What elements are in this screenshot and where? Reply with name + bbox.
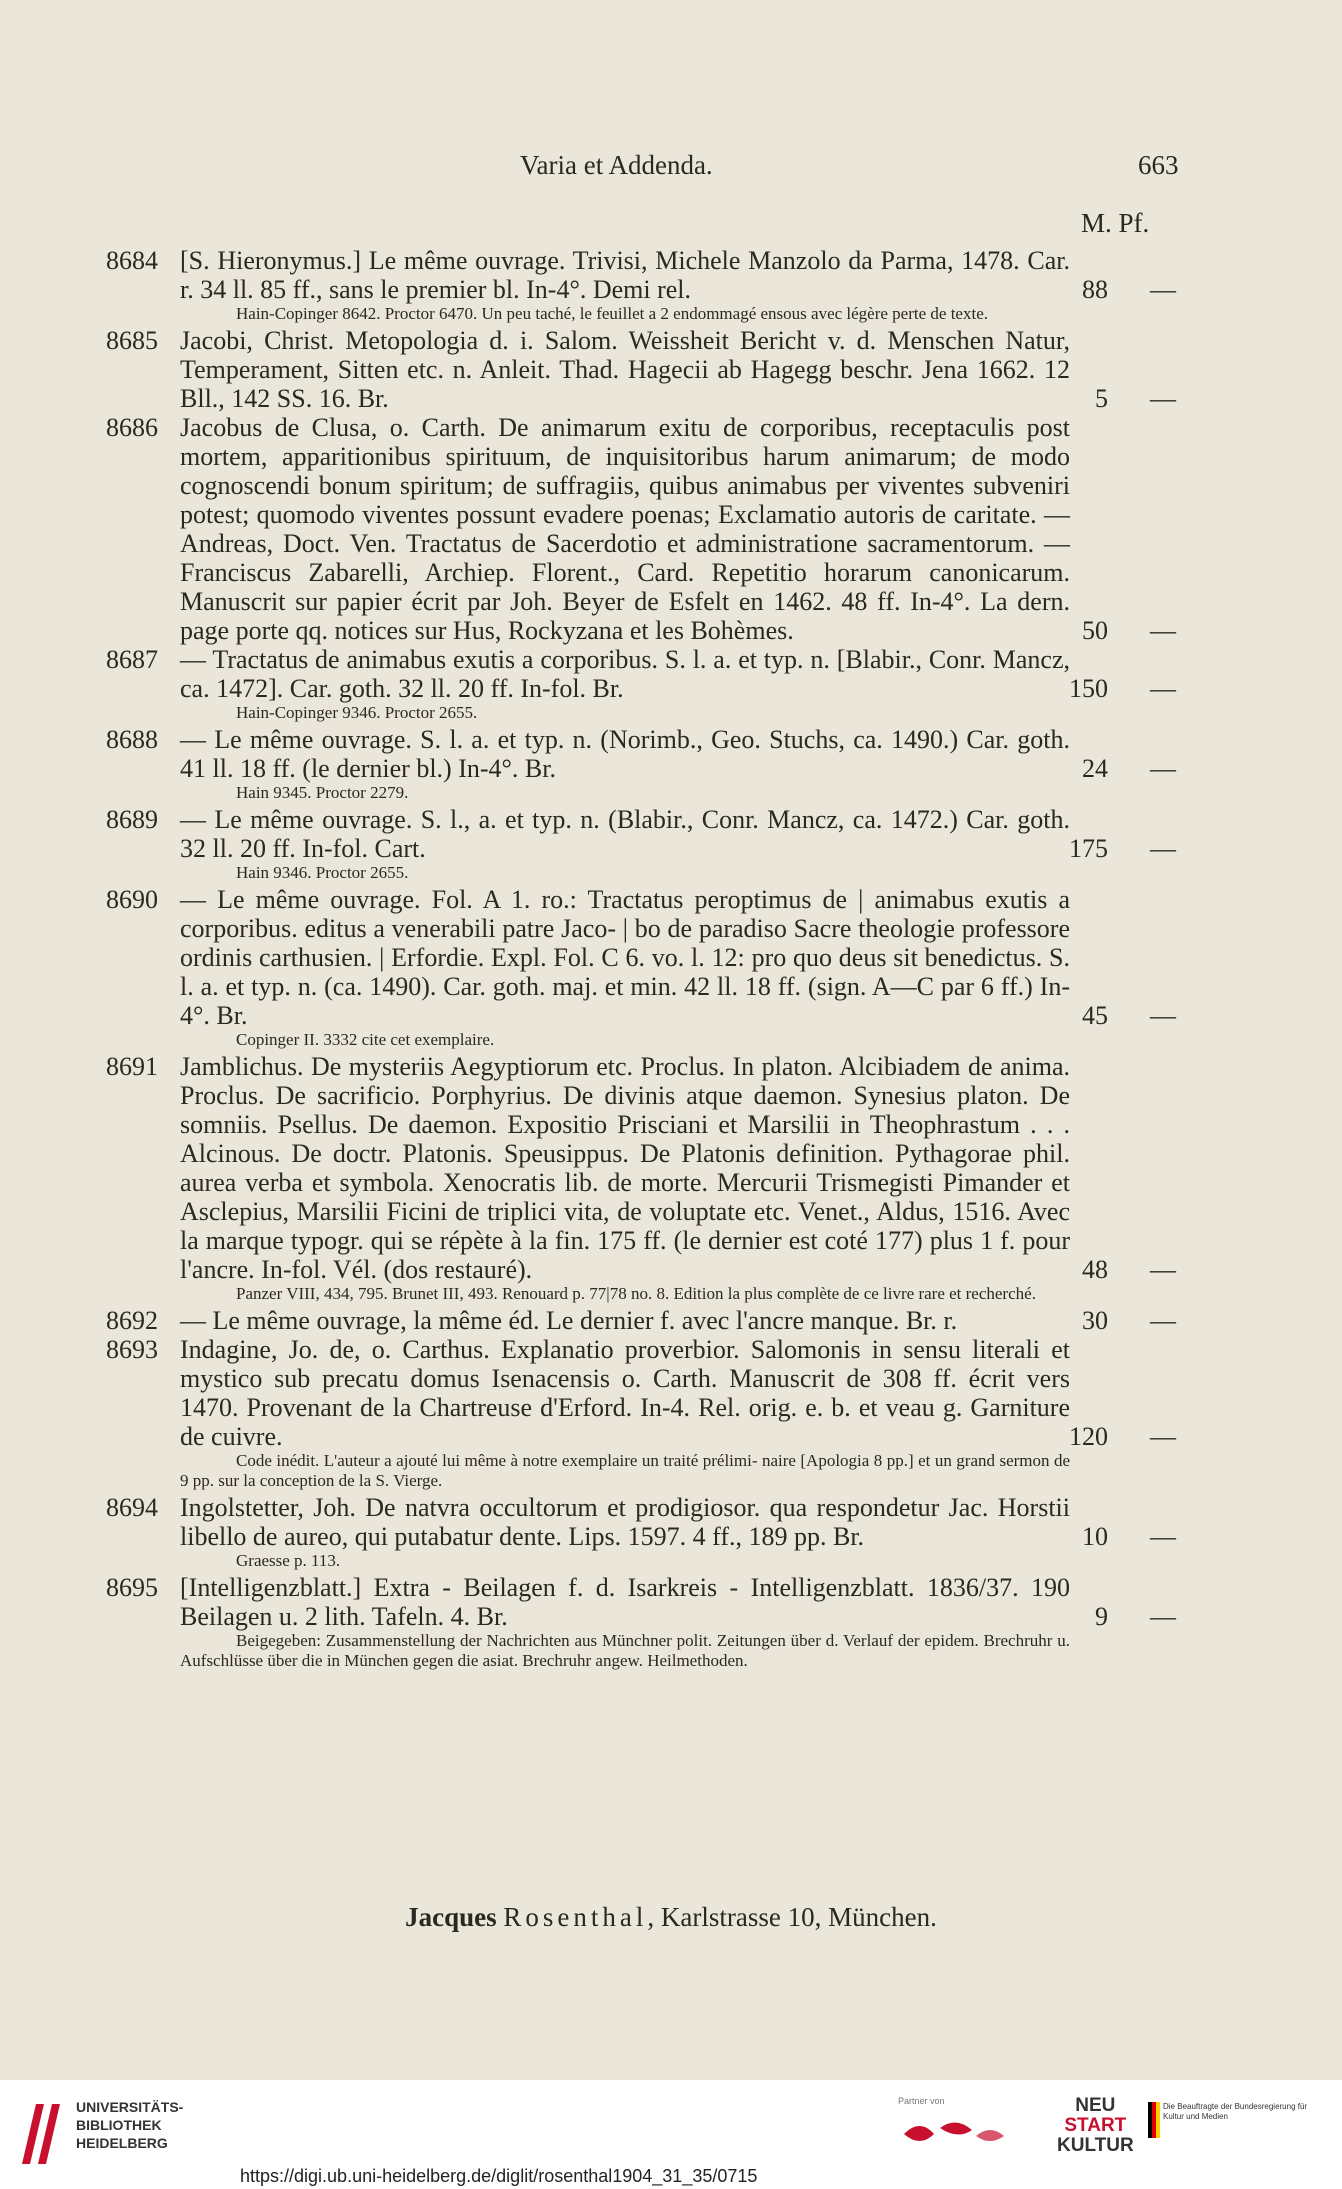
entry-number: 8685: [106, 326, 158, 355]
entry-number: 8693: [106, 1335, 158, 1364]
catalogue-entry: [0, 645, 1342, 723]
price-pfennig-dash: —: [1150, 754, 1176, 783]
federal-commissioner-text: Die Beauftragte der Bundesregierung für Kultur und Medien: [1163, 2102, 1308, 2121]
source-url[interactable]: https://digi.ub.uni-heidelberg.de/diglit/rosenthal1904_31_35/0715: [240, 2166, 758, 2186]
entry-description: — Tractatus de animabus exutis a corporibus. S. l. a. et typ. n. [Blabir., Conr. Mancz, ca. 1472]. Car. goth. 32 ll. 20 ff. In-fol. Br.: [180, 645, 1070, 703]
entry-description: [S. Hieronymus.] Le même ouvrage. Trivisi, Michele Manzolo da Parma, 1478. Car. r. 34 ll. 85 ff., sans le premier bl. In-4°. Demi rel.: [180, 246, 1070, 304]
entry-body: [180, 645, 1070, 723]
university-library-name: UNIVERSITÄTS- BIBLIOTHEK HEIDELBERG: [76, 2099, 184, 2151]
price-marks: 10: [1082, 1522, 1108, 1551]
entry-number: 8686: [106, 413, 158, 442]
price-marks: 45: [1082, 1001, 1108, 1030]
entry-description: Jacobus de Clusa, o. Carth. De animarum exitu de corporibus, receptaculis post mortem, apparitionibus spirituum, de inquisitoribus harum animarum; de modo cognoscendi bonum spiritum; de suffragiis, quibus animabus per viventes subveniri potest; quomodo viventes possunt evadere poenas; Exclamatio autoris de caritate. — Andreas, Doct. Ven. Tractatus de Sacerdotio et administratione sacramentorum. — Franciscus Zabarelli, Archiep. Florent., Card. Repetitio horarum canonicarum. Manuscrit sur papier écrit par Joh. Beyer de Esfelt en 1462. 48 ff. In-4°. La dern. page porte qq. notices sur Hus, Rockyzana et les Bohèmes.: [180, 413, 1070, 645]
entry-body: [180, 725, 1070, 803]
price-pfennig-dash: —: [1150, 1522, 1176, 1551]
university-library-logo: [16, 2098, 68, 2168]
entry-body: [180, 1052, 1070, 1304]
entry-body: [180, 885, 1070, 1050]
catalogue-entry: [0, 1573, 1342, 1671]
entry-description: — Le même ouvrage. Fol. A 1. ro.: Tractatus peroptimus de | animabus exutis a corporibus. editus a venerabili patre Jaco- | bo de paradiso Sacre theologie professore ordinis carthusien. | Erfordie. Expl. Fol. C 6. vo. l. 12: pro quo deus sit benedictus. S. l. a. et typ. n. (ca. 1490). Car. goth. maj. et min. 42 ll. 18 ff. (sign. A—C par 6 ff.) In-4°. Br.: [180, 885, 1070, 1030]
entry-description: Jacobi, Christ. Metopologia d. i. Salom. Weissheit Bericht v. d. Menschen Natur, Temperament, Sitten etc. n. Anleit. Thad. Hagecii ab Hagegg beschr. Jena 1662. 12 Bll., 142 SS. 16. Br.: [180, 326, 1070, 413]
entry-note: Code inédit. L'auteur a ajouté lui même à notre exemplaire un traité prélimi- naire [Apologia 8 pp.] et un grand sermon de 9 pp. sur la conception de la S. Vierge.: [180, 1451, 1070, 1490]
price-marks: 50: [1082, 616, 1108, 645]
entry-note: Panzer VIII, 434, 795. Brunet III, 493. Renouard p. 77|78 no. 8. Edition la plus complète de ce livre rare et recherché.: [236, 1284, 1036, 1303]
entry-body: [180, 1493, 1070, 1571]
entry-number: 8684: [106, 246, 158, 275]
entry-number: 8689: [106, 805, 158, 834]
catalogue-entry: [0, 725, 1342, 803]
entry-body: [180, 1335, 1070, 1491]
catalogue-entry: [0, 805, 1342, 883]
entry-number: 8687: [106, 645, 158, 674]
catalogue-entry: [0, 1335, 1342, 1491]
price-pfennig-dash: —: [1150, 616, 1176, 645]
price-pfennig-dash: —: [1150, 1001, 1176, 1030]
federal-flag-icon: [1148, 2102, 1160, 2138]
price-pfennig-dash: —: [1150, 384, 1176, 413]
entry-description: Ingolstetter, Joh. De natvra occultorum et prodigiosor. qua respondetur Jac. Horstii libello de aureo, qui putabatur dente. Lips. 1597. 4 ff., 189 pp. Br.: [180, 1493, 1070, 1551]
entry-body: [180, 1306, 1070, 1335]
entry-number: 8688: [106, 725, 158, 754]
catalogue-entries: [0, 246, 1342, 1673]
entry-number: 8690: [106, 885, 158, 914]
catalogue-entry: [0, 1306, 1342, 1335]
price-marks: 9: [1095, 1602, 1108, 1631]
entry-number: 8694: [106, 1493, 158, 1522]
partner-logo: [900, 2114, 1010, 2154]
entry-note: Hain 9346. Proctor 2655.: [236, 863, 409, 882]
entry-note: Copinger II. 3332 cite cet exemplaire.: [236, 1030, 495, 1049]
price-marks: 48: [1082, 1255, 1108, 1284]
entry-description: [Intelligenzblatt.] Extra - Beilagen f. d. Isarkreis - Intelligenzblatt. 1836/37. 190 Beilagen u. 2 lith. Tafeln. 4. Br.: [180, 1573, 1070, 1631]
entry-description: — Le même ouvrage. S. l., a. et typ. n. (Blabir., Conr. Mancz, ca. 1472.) Car. goth. 32 ll. 20 ff. In-fol. Cart.: [180, 805, 1070, 863]
entry-note: Beigegeben: Zusammenstellung der Nachrichten aus Münchner polit. Zeitungen über d. Verlauf der epidem. Brechruhr u. Aufschlüsse über die in München gegen die asiat. Brechruhr angew. Heilmethoden.: [180, 1631, 1070, 1670]
price-pfennig-dash: —: [1150, 1255, 1176, 1284]
entry-body: [180, 413, 1070, 645]
catalogue-entry: [0, 885, 1342, 1050]
entry-description: Jamblichus. De mysteriis Aegyptiorum etc. Proclus. In platon. Alcibiadem de anima. Proclus. De sacrificio. Porphyrius. De divinis atque daemon. Synesius platon. De somniis. Psellus. De daemon. Expositio Prisciani et Marsilii in Theophrastum . . . Alcinous. De doctr. Platonis. Speusippus. De Platonis definition. Pythagorae phil. aurea verba et symbola. Xenocratis lib. de morte. Mercurii Trismegisti Pimander et Asclepius, Marsilii Ficini de triplici vita, de voluptate etc. Venet., Aldus, 1516. Avec la marque typogr. qui se répète à la fin. 175 ff. (le dernier est coté 177) plus 1 f. pour l'ancre. In-fol. Vél. (dos restauré).: [180, 1052, 1070, 1284]
price-marks: 88: [1082, 275, 1108, 304]
price-marks: 120: [1069, 1422, 1108, 1451]
library-banner: [0, 2080, 1342, 2189]
price-pfennig-dash: —: [1150, 834, 1176, 863]
entry-number: 8695: [106, 1573, 158, 1602]
catalogue-entry: [0, 1493, 1342, 1571]
price-marks: 5: [1095, 384, 1108, 413]
entry-body: [180, 1573, 1070, 1671]
publisher-surname: Rosenthal: [503, 1902, 648, 1932]
running-title: Varia et Addenda.: [520, 150, 713, 180]
price-pfennig-dash: —: [1150, 1422, 1176, 1451]
currency-header: M. Pf.: [1081, 208, 1150, 238]
neustart-kultur-logo: NEU START KULTUR: [1057, 2095, 1134, 2156]
publisher-address: , Karlstrasse 10, München.: [647, 1902, 937, 1932]
publisher-footer: [0, 1902, 1342, 1933]
entry-description: Indagine, Jo. de, o. Carthus. Explanatio proverbior. Salomonis in sensu literali et mystico sub precatu domus Isenacensis o. Carth. Manuscrit de 308 ff. écrit vers 1470. Provenant de la Chartreuse d'Erford. In-4. Rel. orig. e. b. et veau g. Garniture de cuivre.: [180, 1335, 1070, 1451]
entry-number: 8692: [106, 1306, 158, 1335]
price-marks: 175: [1069, 834, 1108, 863]
catalogue-entry: [0, 246, 1342, 324]
entry-note: Hain-Copinger 9346. Proctor 2655.: [236, 703, 478, 722]
catalogue-entry: [0, 326, 1342, 413]
catalogue-entry: [0, 1052, 1342, 1304]
price-pfennig-dash: —: [1150, 674, 1176, 703]
entry-description: — Le même ouvrage, la même éd. Le dernier f. avec l'ancre manque. Br. r.: [180, 1306, 958, 1335]
entry-note: Graesse p. 113.: [236, 1551, 341, 1570]
entry-body: [180, 246, 1070, 324]
catalogue-entry: [0, 413, 1342, 645]
price-pfennig-dash: —: [1150, 275, 1176, 304]
partner-label: Partner von: [898, 2096, 945, 2106]
price-marks: 150: [1069, 674, 1108, 703]
entry-description: — Le même ouvrage. S. l. a. et typ. n. (Norimb., Geo. Stuchs, ca. 1490.) Car. goth. 41 ll. 18 ff. (le dernier bl.) In-4°. Br.: [180, 725, 1070, 783]
price-marks: 30: [1082, 1306, 1108, 1335]
page-number: 663: [1138, 150, 1179, 180]
entry-note: Hain 9345. Proctor 2279.: [236, 783, 409, 802]
price-marks: 24: [1082, 754, 1108, 783]
publisher-firstname: Jacques: [405, 1902, 497, 1932]
price-pfennig-dash: —: [1150, 1602, 1176, 1631]
entry-note: Hain-Copinger 8642. Proctor 6470. Un peu taché, le feuillet a 2 endommagé ensous avec légère perte de texte.: [236, 304, 988, 323]
entry-body: [180, 326, 1070, 413]
entry-number: 8691: [106, 1052, 158, 1081]
entry-body: [180, 805, 1070, 883]
price-pfennig-dash: —: [1150, 1306, 1176, 1335]
